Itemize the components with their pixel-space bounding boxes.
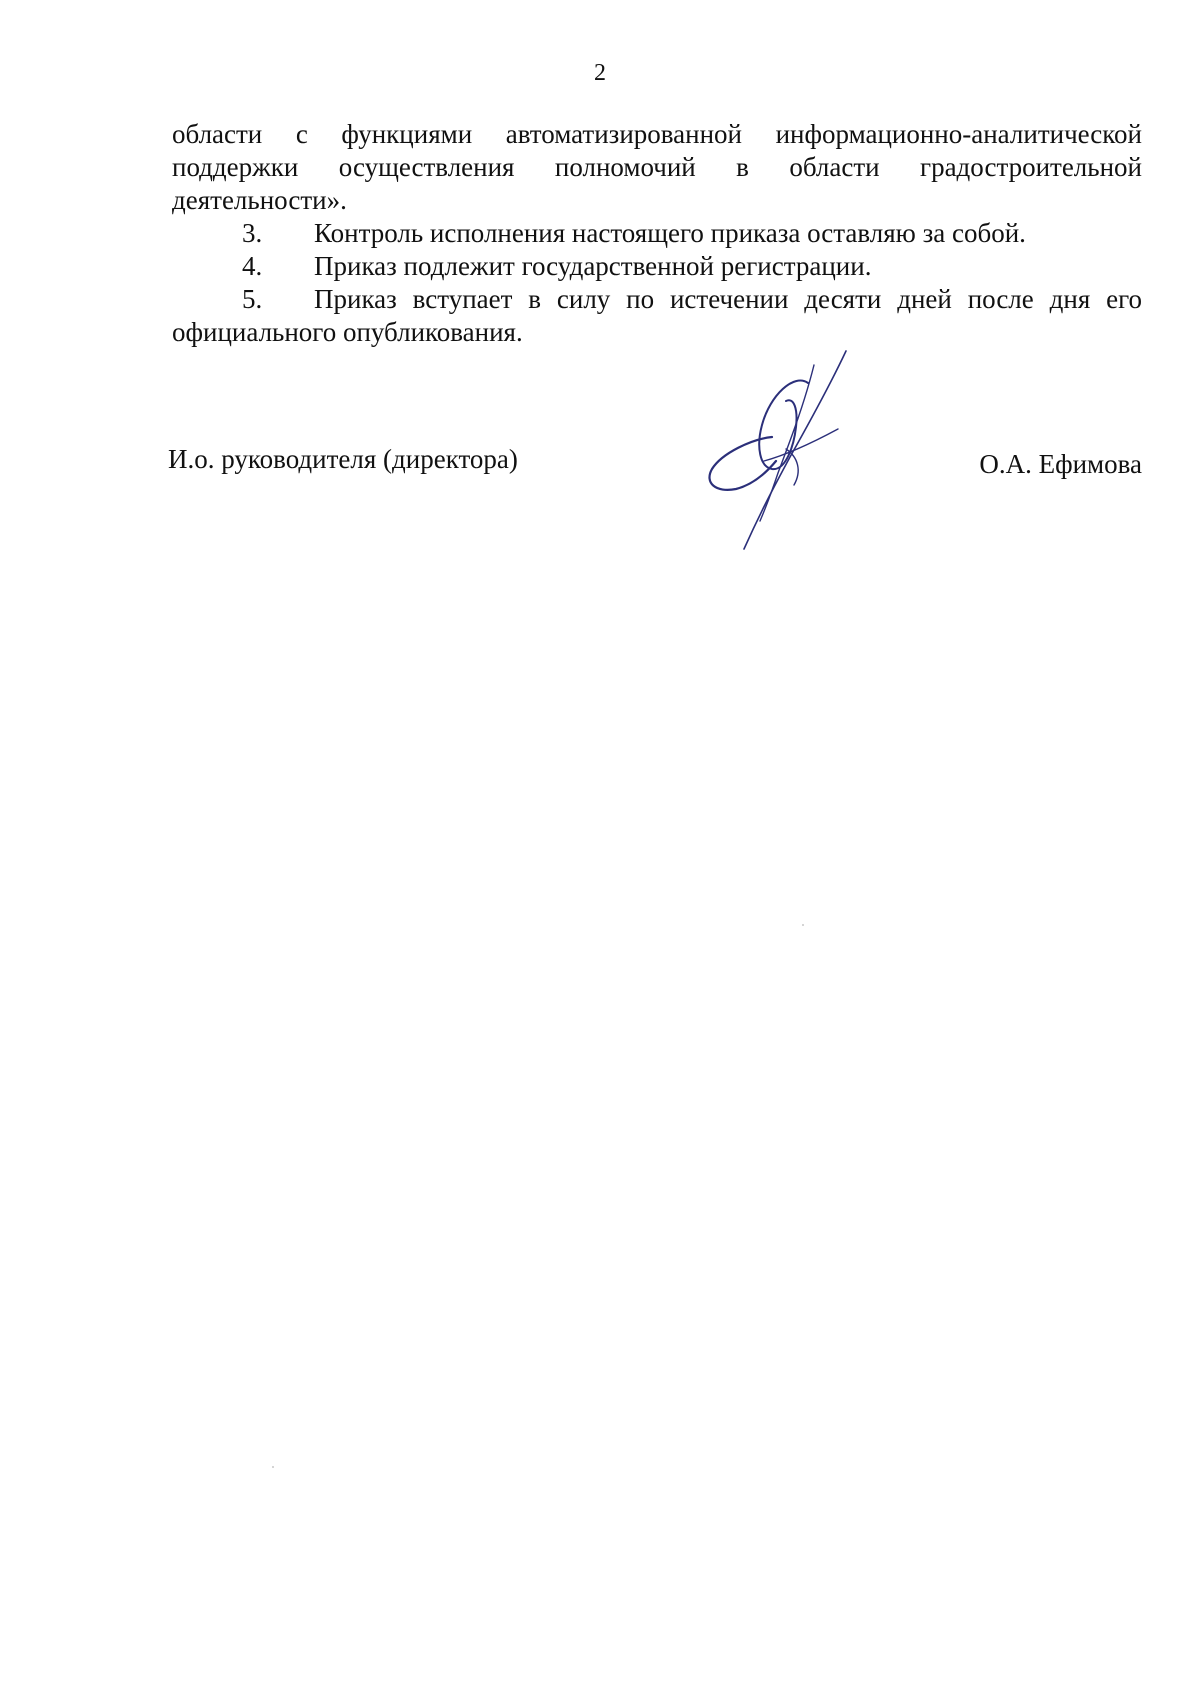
item-text: Приказ подлежит государственной регистрации. (314, 251, 872, 281)
signatory-title: И.о. руководителя (директора) (168, 444, 518, 474)
item-text: Приказ вступает в силу по истечении десяти дней после дня его (314, 284, 1142, 314)
scan-speck (802, 924, 804, 926)
scan-speck (272, 1466, 274, 1468)
document-body (172, 118, 1142, 349)
item-number: 5. (242, 284, 263, 314)
signatory-name: О.А. Ефимова (979, 449, 1142, 479)
intro-line-2: поддержки осуществления полномочий в области градостроительной (172, 152, 1142, 182)
list-item (172, 283, 1142, 316)
page-number: 2 (594, 60, 606, 86)
handwritten-signature (690, 345, 860, 555)
item-number: 4. (242, 251, 263, 281)
list-item (172, 250, 1142, 283)
intro-line-1: области с функциями автоматизированной информационно-аналитической (172, 119, 1142, 149)
item-text: Контроль исполнения настоящего приказа оставляю за собой. (314, 218, 1026, 248)
list-item (172, 217, 1142, 250)
intro-last-line: деятельности». (172, 185, 347, 215)
item-continuation: официального опубликования. (172, 317, 523, 347)
item-number: 3. (242, 218, 263, 248)
